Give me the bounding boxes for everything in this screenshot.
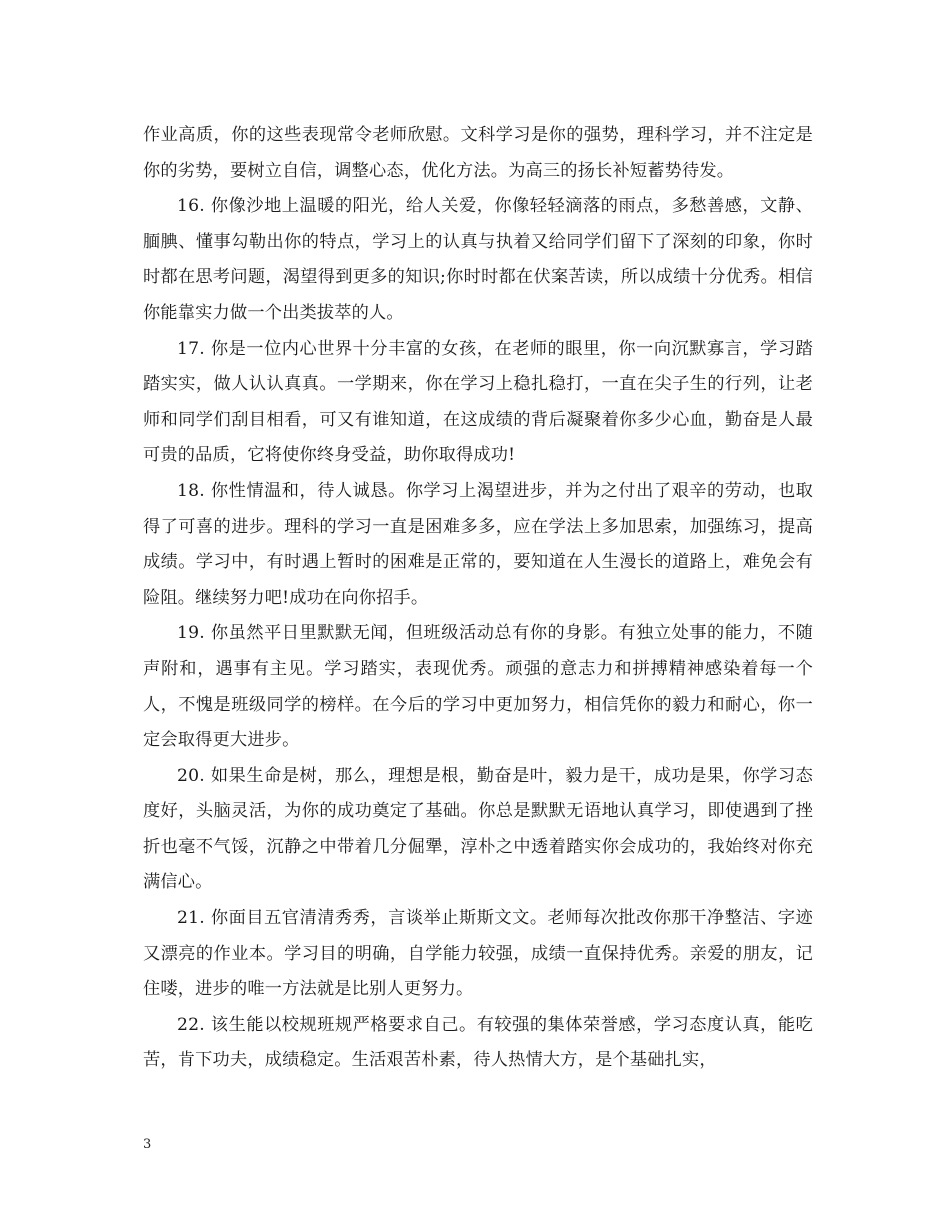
page-number: 3	[143, 1137, 152, 1152]
paragraph-comment-22: 22. 该生能以校规班规严格要求自己。有较强的集体荣誉感，学习态度认真，能吃苦，肯下功夫，成绩稳定。生活艰苦朴素，待人热情大方，是个基础扎实，	[143, 1014, 813, 1071]
paragraph-comment-21: 21. 你面目五官清清秀秀，言谈举止斯斯文文。老师每次批改你那干净整洁、字迹又漂亮的作业本。学习目的明确，自学能力较强，成绩一直保持优秀。亲爱的朋友，记住喽，进步的唯一方法就是比别人更努力。	[143, 908, 813, 1000]
paragraph-continuation: 作业高质，你的这些表现常令老师欣慰。文科学习是你的强势，理科学习，并不注定是你的劣势，要树立自信，调整心态，优化方法。为高三的扬长补短蓄势待发。	[143, 125, 813, 181]
paragraph-comment-19: 19. 你虽然平日里默默无闻，但班级活动总有你的身影。有独立处事的能力，不随声附和，遇事有主见。学习踏实，表现优秀。顽强的意志力和拼搏精神感染着每一个人，不愧是班级同学的榜样。在今后的学习中更加努力，相信凭你的毅力和耐心，你一定会取得更大进步。	[143, 623, 813, 751]
paragraph-comment-16: 16. 你像沙地上温暖的阳光，给人关爱，你像轻轻滴落的雨点，多愁善感，文静、腼腆、懂事勾勒出你的特点，学习上的认真与执着又给同学们留下了深刻的印象，你时时都在思考问题，渴望得到更多的知识;你时时都在伏案苦读，所以成绩十分优秀。相信你能靠实力做一个出类拔萃的人。	[143, 196, 813, 323]
paragraph-comment-17: 17. 你是一位内心世界十分丰富的女孩，在老师的眼里，你一向沉默寡言，学习踏踏实实，做人认认真真。一学期来，你在学习上稳扎稳打，一直在尖子生的行列，让老师和同学们刮目相看，可又有谁知道，在这成绩的背后凝聚着你多少心血，勤奋是人最可贵的品质，它将使你终身受益，助你取得成功!	[143, 338, 813, 466]
paragraph-comment-18: 18. 你性情温和，待人诚恳。你学习上渴望进步，并为之付出了艰辛的劳动，也取得了可喜的进步。理科的学习一直是困难多多，应在学法上多加思索，加强练习，提高成绩。学习中，有时遇上暂时的困难是正常的，要知道在人生漫长的道路上，难免会有险阻。继续努力吧!成功在向你招手。	[143, 480, 813, 608]
document-body	[143, 118, 813, 1079]
paragraph-comment-20: 20. 如果生命是树，那么，理想是根，勤奋是叶，毅力是干，成功是果，你学习态度好，头脑灵活，为你的成功奠定了基础。你总是默默无语地认真学习，即使遇到了挫折也毫不气馁，沉静之中带着几分倔犟，淳朴之中透着踏实你会成功的，我始终对你充满信心。	[143, 765, 813, 893]
